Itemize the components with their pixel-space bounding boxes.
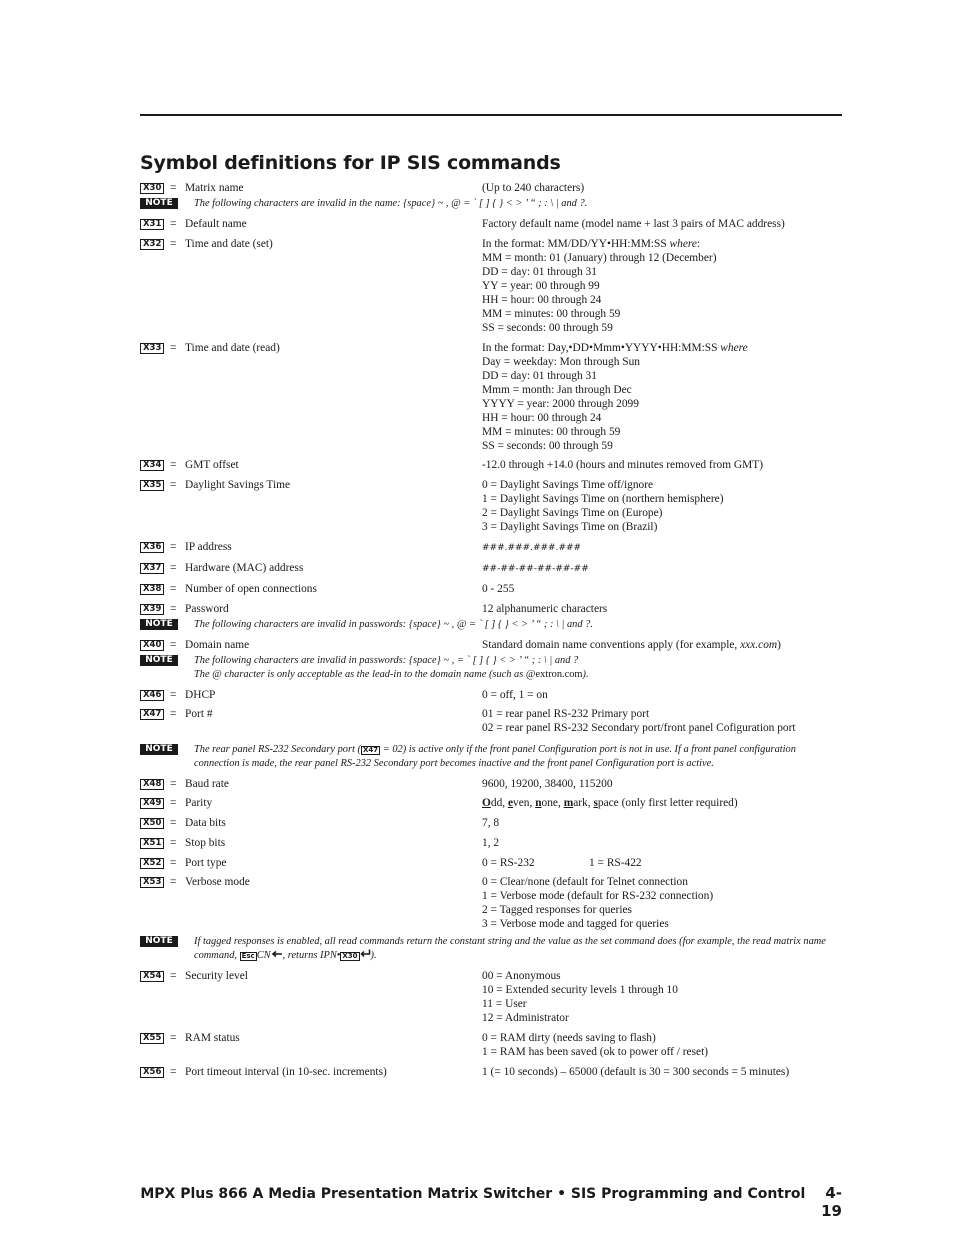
def-value: 01 = rear panel RS-232 Primary port 02 = rear panel RS-232 Secondary port/front panel Cofiguration port <box>482 708 796 734</box>
symbol-tag: X51 <box>140 838 164 849</box>
parity-text: dd, <box>490 797 508 809</box>
note-badge: NOTE <box>140 198 178 209</box>
equals-sign: = <box>170 778 177 790</box>
note-text: The following characters are invalid in passwords: {space} ~ , @ = ` [ ] { } < > ’ “ ; : \ | and ?. <box>194 619 593 630</box>
def-value <box>482 341 842 453</box>
def-x55 <box>140 1031 842 1059</box>
note-badge: NOTE <box>140 655 178 666</box>
parity-letter-mark: m <box>563 797 574 809</box>
note-line-1: The following characters are invalid in passwords: {space} ~ , = ` [ ] { } < > ’ “ ; : \ | and ? <box>194 655 579 666</box>
def-label: Port type <box>185 857 227 869</box>
parity-text: ark, <box>573 797 594 809</box>
def-value: (Up to 240 characters) <box>482 182 585 194</box>
def-value <box>482 796 842 810</box>
ip-format: ###.###.###.### <box>482 543 582 553</box>
note-secondary-port <box>140 743 842 771</box>
def-label: Data bits <box>185 817 226 829</box>
note-badge: NOTE <box>140 744 178 755</box>
def-label: Parity <box>185 797 213 809</box>
parity-letter-space: s <box>593 797 598 809</box>
equals-sign: = <box>170 1066 177 1078</box>
equals-sign: = <box>170 797 177 809</box>
page-number: 4-19 <box>821 1184 842 1220</box>
def-value: Factory default name (model name + last 3 pairs of MAC address) <box>482 218 785 230</box>
def-label: GMT offset <box>185 459 239 471</box>
def-value: 0 = Daylight Savings Time off/ignore 1 = Daylight Savings Time on (northern hemisphere) 2 = Daylight Savings Time on (Europe) 3 = Daylight Savings Time on (Brazil) <box>482 479 724 533</box>
equals-sign: = <box>170 479 177 491</box>
def-label: Number of open connections <box>185 583 317 595</box>
def-value <box>482 638 842 652</box>
equals-sign: = <box>170 342 177 354</box>
def-x31 <box>140 217 842 231</box>
def-label: Baud rate <box>185 778 229 790</box>
equals-sign: = <box>170 817 177 829</box>
symbol-tag: X35 <box>140 480 164 491</box>
left-arrow-icon <box>271 950 283 958</box>
def-x33 <box>140 341 842 453</box>
equals-sign: = <box>170 583 177 595</box>
def-label: RAM status <box>185 1032 240 1044</box>
def-label: Default name <box>185 218 247 230</box>
note-line-2b: @extron.com <box>525 669 583 680</box>
symbol-tag: X52 <box>140 858 164 869</box>
symbol-tag: X34 <box>140 460 164 471</box>
def-x51 <box>140 836 842 850</box>
note-part-c: , returns IPN• <box>282 950 341 961</box>
def-label: Matrix name <box>185 182 244 194</box>
symbol-tag: X33 <box>140 343 164 354</box>
equals-sign: = <box>170 970 177 982</box>
symbol-tag: X47 <box>140 709 164 720</box>
def-label: Verbose mode <box>185 876 250 888</box>
def-label: Time and date (set) <box>185 238 273 250</box>
def-label: Hardware (MAC) address <box>185 562 304 574</box>
symbol-tag: X40 <box>140 640 164 651</box>
equals-sign: = <box>170 689 177 701</box>
def-value: 0 = RAM dirty (needs saving to flash) 1 = RAM has been saved (ok to power off / reset) <box>482 1032 709 1058</box>
def-x38 <box>140 582 842 596</box>
def-value: 0 = off, 1 = on <box>482 689 548 701</box>
note-part-a: If tagged responses is enabled, all read commands return the constant string and the value as the set command does (for example, the read matrix name command, <box>194 936 826 961</box>
def-x36 <box>140 540 842 555</box>
def-label: Time and date (read) <box>185 342 280 354</box>
symbol-tag: X48 <box>140 779 164 790</box>
symbol-tag: X36 <box>140 542 164 553</box>
note-part-b: CN <box>256 950 271 961</box>
value-text: Standard domain name conventions apply (for example, <box>482 639 741 651</box>
equals-sign: = <box>170 182 177 194</box>
symbol-tag: X31 <box>140 219 164 230</box>
equals-sign: = <box>170 562 177 574</box>
def-value: 0 = Clear/none (default for Telnet connection 1 = Verbose mode (default for RS-232 connection) 2 = Tagged responses for queries 3 = Verbose mode and tagged for queries <box>482 876 714 930</box>
note-text: The following characters are invalid in the name: {space} ~ , @ = ` [ ] { } < > ’ “ ; : \ | and ?. <box>194 198 588 209</box>
def-value <box>482 561 842 576</box>
note-part-a: The rear panel RS-232 Secondary port ( <box>194 744 361 755</box>
symbol-tag: X38 <box>140 584 164 595</box>
note-text <box>194 935 842 963</box>
equals-sign: = <box>170 876 177 888</box>
equals-sign: = <box>170 639 177 651</box>
parity-text: one, <box>541 797 564 809</box>
symbol-definitions <box>140 178 842 1079</box>
esc-key-icon: Esc <box>241 952 255 960</box>
where-word: where <box>720 342 748 354</box>
mac-format: ##-##-##-##-##-## <box>482 564 589 574</box>
def-label: Security level <box>185 970 248 982</box>
note-part-b: = 02) is active only if the front panel Configuration port is not in use. If a front panel configuration connection is made, the rear panel RS-232 Secondary port becomes inactive and the front panel Configuration port is active. <box>194 744 796 769</box>
def-label: Password <box>185 603 229 615</box>
def-value <box>482 540 842 555</box>
where-word: where <box>669 238 697 250</box>
symbol-tag: X47 <box>363 746 379 754</box>
def-value: 7, 8 <box>482 817 500 829</box>
def-label: Port timeout interval (in 10-sec. increments) <box>185 1066 387 1078</box>
symbol-tag: X32 <box>140 239 164 250</box>
equals-sign: = <box>170 459 177 471</box>
note-text <box>194 654 842 682</box>
parity-letter-none: n <box>535 797 542 809</box>
format-intro: In the format: MM/DD/YY•HH:MM:SS <box>482 238 667 250</box>
note-line-2a: The @ character is only acceptable as the lead-in to the domain name (such as <box>194 669 526 680</box>
symbol-tag: X30 <box>342 952 358 960</box>
def-value: 1 (= 10 seconds) – 65000 (default is 30 = 300 seconds = 5 minutes) <box>482 1066 790 1078</box>
def-x46 <box>140 688 842 702</box>
equals-sign: = <box>170 541 177 553</box>
port-type-rs232: 0 = RS-232 <box>482 857 535 869</box>
def-value: 00 = Anonymous 10 = Extended security levels 1 through 10 11 = User 12 = Administrator <box>482 970 678 1024</box>
def-x53 <box>140 875 842 931</box>
def-x47 <box>140 707 842 735</box>
parity-letter-even: e <box>507 797 514 809</box>
symbol-tag: X39 <box>140 604 164 615</box>
def-x35 <box>140 478 842 534</box>
def-x37 <box>140 561 842 576</box>
format-details: Day = weekday: Mon through Sun DD = day: 01 through 31 Mmm = month: Jan through Dec YYYY = year: 2000 through 2099 HH = hour: 00 through 24 MM = minutes: 00 through 59 SS = seconds: 00 through 59 <box>482 356 640 452</box>
port-type-rs422: 1 = RS-422 <box>589 857 642 869</box>
def-x56 <box>140 1065 842 1079</box>
def-value: 0 - 255 <box>482 583 515 595</box>
note-line-2c: ). <box>582 669 589 680</box>
page-footer <box>140 1184 842 1220</box>
def-label: Port # <box>185 708 213 720</box>
note-name-invalid-chars <box>140 197 842 211</box>
top-rule <box>140 114 842 116</box>
note-domain-invalid-chars <box>140 654 842 682</box>
def-value: In the format: MM/DD/YY•HH:MM:SS where: MM = month: 01 (January) through 12 (December) DD = day: 01 through 31 YY = year: 00 through 99 HH = hour: 00 through 24 MM = minutes: 00 through 59 SS = seconds: 00 through 59 <box>482 238 717 334</box>
note-password-invalid-chars <box>140 618 842 632</box>
parity-text: ven, <box>513 797 536 809</box>
symbol-tag: X56 <box>140 1067 164 1078</box>
def-x39 <box>140 602 842 616</box>
symbol-tag: X37 <box>140 563 164 574</box>
parity-letter-odd: O <box>482 797 491 809</box>
note-tagged-responses <box>140 935 842 963</box>
footer-title: MPX Plus 866 A Media Presentation Matrix Switcher • SIS Programming and Control <box>140 1186 806 1202</box>
note-badge: NOTE <box>140 936 178 947</box>
def-label: Domain name <box>185 639 250 651</box>
symbol-tag: X54 <box>140 971 164 982</box>
def-x50 <box>140 816 842 830</box>
def-x34 <box>140 458 842 472</box>
note-part-d: ). <box>370 950 377 961</box>
parity-text: pace (only first letter required) <box>597 797 738 809</box>
example-domain: xxx.com <box>740 639 778 651</box>
def-label: DHCP <box>185 689 216 701</box>
symbol-tag: X55 <box>140 1033 164 1044</box>
value-end: ) <box>777 639 781 651</box>
equals-sign: = <box>170 1032 177 1044</box>
def-value: -12.0 through +14.0 (hours and minutes removed from GMT) <box>482 459 764 471</box>
format-details: MM = month: 01 (January) through 12 (December) DD = day: 01 through 31 YY = year: 00 through 99 HH = hour: 00 through 24 MM = minutes: 00 through 59 SS = seconds: 00 through 59 <box>482 252 717 334</box>
equals-sign: = <box>170 837 177 849</box>
equals-sign: = <box>170 708 177 720</box>
def-value <box>482 856 842 870</box>
format-intro: In the format: Day,•DD•Mmm•YYYY•HH:MM:SS <box>482 342 718 354</box>
symbol-tag: X50 <box>140 818 164 829</box>
equals-sign: = <box>170 857 177 869</box>
def-x48 <box>140 777 842 791</box>
def-label: IP address <box>185 541 232 553</box>
def-value: 9600, 19200, 38400, 115200 <box>482 778 613 790</box>
equals-sign: = <box>170 218 177 230</box>
def-x49 <box>140 796 842 810</box>
def-label: Daylight Savings Time <box>185 479 291 491</box>
note-badge: NOTE <box>140 619 178 630</box>
symbol-tag: X49 <box>140 798 164 809</box>
def-value: 12 alphanumeric characters <box>482 603 608 615</box>
def-value: 1, 2 <box>482 837 500 849</box>
equals-sign: = <box>170 238 177 250</box>
def-x30 <box>140 181 842 195</box>
def-x32 <box>140 237 842 335</box>
def-x52 <box>140 856 842 870</box>
note-text <box>194 743 842 771</box>
section-heading: Symbol definitions for IP SIS commands <box>140 152 561 174</box>
symbol-tag: X46 <box>140 690 164 701</box>
def-x40 <box>140 638 842 652</box>
equals-sign: = <box>170 603 177 615</box>
def-x54 <box>140 969 842 1025</box>
def-label: Stop bits <box>185 837 226 849</box>
return-arrow-icon <box>360 949 371 958</box>
symbol-tag: X53 <box>140 877 164 888</box>
symbol-tag: X30 <box>140 183 164 194</box>
